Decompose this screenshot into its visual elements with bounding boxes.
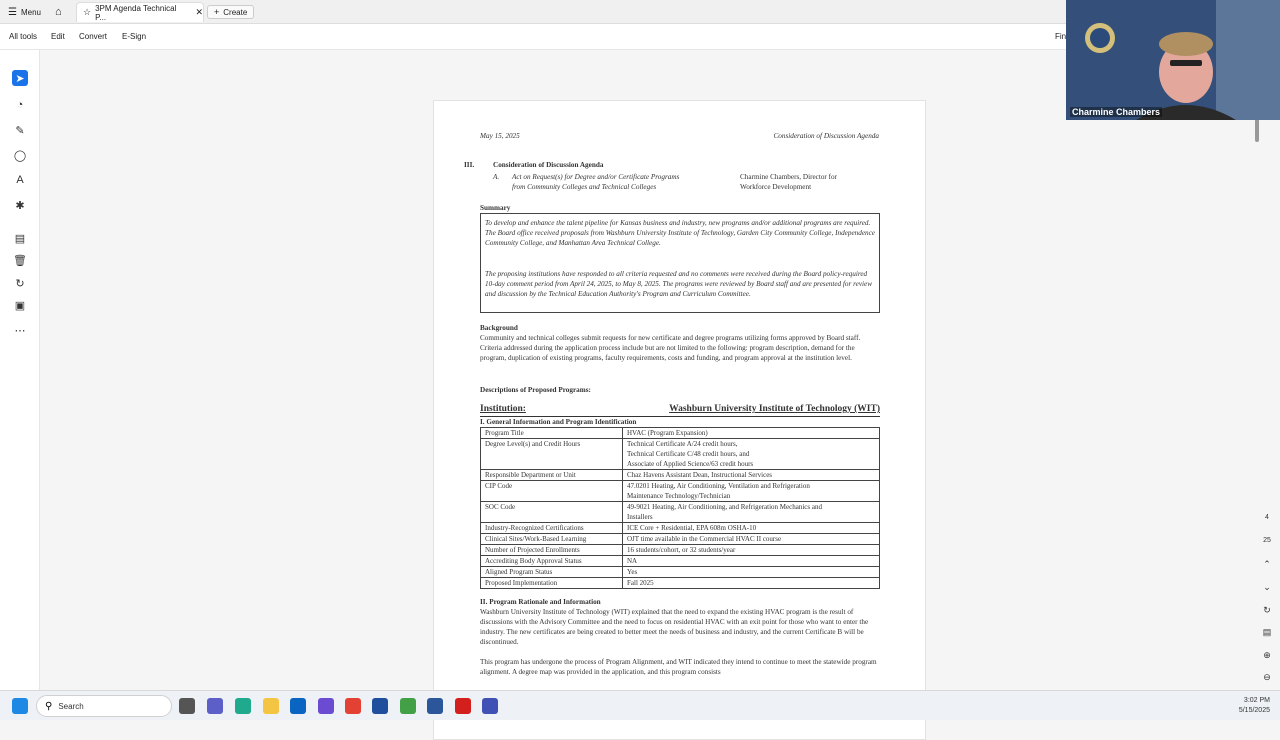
table-row — [481, 556, 880, 567]
table-row-value: HVAC (Program Expansion) — [623, 428, 880, 439]
zoom-icon[interactable] — [482, 698, 498, 714]
page-total: 25 — [1263, 536, 1271, 544]
table-row — [481, 428, 880, 439]
right-nav-bar — [1254, 50, 1280, 690]
summary-box — [480, 213, 880, 313]
create-button[interactable]: + Create — [207, 5, 254, 19]
participant-video — [1066, 0, 1280, 120]
table-row-value: Yes — [623, 567, 880, 578]
table-row — [481, 502, 880, 523]
text-box-icon[interactable]: A — [16, 174, 24, 186]
toolbar-convert[interactable]: Convert — [79, 32, 108, 41]
program-info-table — [480, 427, 880, 589]
task-view-icon[interactable] — [179, 698, 195, 714]
zoom-in-icon[interactable]: ⊕ — [1263, 649, 1271, 660]
export-icon[interactable]: ▣ — [14, 299, 26, 312]
page-current[interactable]: 4 — [1265, 513, 1269, 521]
table-row-value: Fall 2025 — [623, 578, 880, 589]
institution-name: Washburn University Institute of Technology (WIT) — [669, 404, 880, 414]
rationale-text: Washburn University Institute of Technology (WIT) explained that the need to expand the existing HVAC program is the result of discussions with the Advisory Committee and the need to focus on residential HVAC with an exit point for those who want to enter the industry. The new certificates are being created to better meet the needs of business and industry, and the current Certificate B will be discontinued. — [480, 608, 869, 646]
table-row — [481, 439, 880, 470]
table-row-label: SOC Code — [481, 502, 623, 523]
app-icon-green[interactable] — [400, 698, 416, 714]
summary-paragraph-1: To develop and enhance the talent pipeline for Kansas business and industry, new programs and/or additional programs are required. The Board office received proposals from Washburn University Institute of Technology, Garden City Community College, Independence Community College, and Manhattan Area Technical College. — [485, 219, 875, 248]
chevron-up-icon[interactable]: ⌃ — [1263, 558, 1271, 569]
table-row-label: Number of Projected Enrollments — [481, 545, 623, 556]
table-row-label: CIP Code — [481, 481, 623, 502]
table-row-label: Degree Level(s) and Credit Hours — [481, 439, 623, 470]
table-row-label: Industry-Recognized Certifications — [481, 523, 623, 534]
item-letter: A. — [493, 173, 500, 181]
alignment-text: This program has undergone the process of Program Alignment, and WIT indicated they intend to continue to meet the statewide program alignment. A degree map was provided in the application, and this program consists — [480, 658, 877, 676]
taskbar — [0, 690, 1280, 720]
summary-heading: Summary — [480, 204, 511, 212]
header-date: May 15, 2025 — [480, 132, 520, 140]
teams-meeting-icon[interactable] — [318, 698, 334, 714]
zoom-out-icon[interactable]: ⊖ — [1263, 671, 1271, 682]
background-text: Community and technical colleges submit requests for new certificate and degree programs utilizing forms approved by Board staff. Criteria addressed during the application process include but are not limited to the following: program description, demand for the program, duplication of existing programs, faculty requirements, costs and funding, and program approval at the institution level. — [480, 334, 861, 362]
table-row-value: Technical Certificate A/24 credit hours, Technical Certificate C/48 credit hours, and Associate of Applied Science/63 credit hours — [623, 439, 880, 470]
table-row-label: Clinical Sites/Work-Based Learning — [481, 534, 623, 545]
plus-icon: + — [214, 7, 220, 17]
delete-icon[interactable]: 🗑 — [13, 254, 27, 267]
select-tool-icon[interactable]: ➤ — [12, 70, 28, 86]
toolbar-edit[interactable]: Edit — [51, 32, 65, 41]
chevron-down-icon[interactable]: ⌄ — [1263, 581, 1271, 592]
presenter-line-1: Charmine Chambers, Director for — [740, 173, 837, 181]
rotate-icon[interactable]: ↻ — [15, 277, 25, 290]
clock[interactable] — [1239, 696, 1270, 716]
table-row-value: ICE Core + Residential, EPA 608m OSHA-10 — [623, 523, 880, 534]
descriptions-heading: Descriptions of Proposed Programs: — [480, 386, 591, 394]
table-heading: I. General Information and Program Identification — [480, 418, 637, 426]
file-explorer-icon[interactable] — [263, 698, 279, 714]
outlook-icon[interactable] — [290, 698, 306, 714]
table-row-value: NA — [623, 556, 880, 567]
refresh-icon[interactable]: ↻ — [1263, 604, 1271, 615]
lasso-icon[interactable]: ◯ — [13, 149, 27, 162]
table-row — [481, 545, 880, 556]
section-number: III. — [464, 161, 475, 169]
background-heading: Background — [480, 324, 518, 332]
menu-button[interactable]: ☰ Menu — [8, 6, 41, 18]
find-label[interactable]: Fin — [1055, 32, 1067, 41]
star-icon: ☆ — [83, 7, 92, 17]
table-row-label: Program Title — [481, 428, 623, 439]
taskbar-search[interactable] — [36, 695, 172, 717]
table-row — [481, 470, 880, 481]
table-row — [481, 481, 880, 502]
rationale-heading: II. Program Rationale and Information — [480, 598, 601, 606]
app-icon-blue[interactable] — [372, 698, 388, 714]
table-row-label: Proposed Implementation — [481, 578, 623, 589]
left-tool-rail — [0, 50, 40, 690]
close-tab-icon[interactable]: ✕ — [195, 7, 203, 17]
comment-icon[interactable]: ◔ — [16, 99, 24, 111]
toolbar-all-tools[interactable]: All tools — [9, 32, 38, 41]
institution-label: Institution: — [480, 404, 526, 414]
toolbar-esign[interactable]: E-Sign — [122, 32, 147, 41]
home-icon: ⌂ — [55, 6, 62, 18]
table-row-label: Accrediting Body Approval Status — [481, 556, 623, 567]
header-section: Consideration of Discussion Agenda — [773, 132, 879, 140]
edge-icon[interactable] — [235, 698, 251, 714]
participant-name: Charmine Chambers — [1072, 107, 1161, 117]
table-row — [481, 534, 880, 545]
pen-icon[interactable]: ✎ — [15, 124, 25, 137]
search-placeholder: Search — [58, 701, 84, 711]
teams-icon[interactable] — [207, 698, 223, 714]
search-icon: ⚲ — [45, 700, 53, 712]
presenter-line-2: Workforce Development — [740, 183, 812, 191]
chrome-icon[interactable] — [345, 698, 361, 714]
table-row-value: 16 students/cohort, or 32 students/year — [623, 545, 880, 556]
hamburger-icon: ☰ — [8, 6, 17, 18]
pdf-page — [433, 100, 926, 740]
stamp-icon[interactable]: ✱ — [15, 199, 25, 212]
organize-pages-icon[interactable]: ▤ — [14, 232, 26, 245]
table-row-value: 47.0201 Heating, Air Conditioning, Ventilation and Refrigeration Maintenance Technology/Technician — [623, 481, 880, 502]
clock-time: 3:02 PM — [1243, 697, 1270, 704]
acrobat-icon[interactable] — [455, 698, 471, 714]
summary-paragraph-2: The proposing institutions have responded to all criteria requested and no comments were received during the Board policy-required 10-day comment period from April 24, 2025, to May 8, 2025. The programs were reviewed by Board staff and are presented for review and discussion by the Technical Education Authority's Program and Curriculum Committee. — [485, 270, 873, 299]
table-row-value: OJT time available in the Commercial HVAC II course — [623, 534, 880, 545]
table-row — [481, 578, 880, 589]
scrollbar-thumb[interactable] — [1255, 118, 1259, 142]
table-row-value: Chaz Havens Assistant Dean, Instructional Services — [623, 470, 880, 481]
video-call-tile — [1066, 0, 1280, 120]
tab-document[interactable]: ☆ 3PM Agenda Technical P... ✕ — [76, 2, 204, 22]
home-button[interactable] — [55, 4, 62, 20]
table-row-label: Responsible Department or Unit — [481, 470, 623, 481]
document-canvas — [40, 50, 1254, 690]
item-line-1: Act on Request(s) for Degree and/or Certificate Programs — [512, 173, 680, 181]
table-row-label: Aligned Program Status — [481, 567, 623, 578]
more-tools-icon[interactable]: ⋯ — [14, 324, 26, 337]
clock-date: 5/15/2025 — [1238, 707, 1270, 714]
table-row-value: 49-9021 Heating, Air Conditioning, and Refrigeration Mechanics and Installers — [623, 502, 880, 523]
table-row — [481, 567, 880, 578]
institution-line — [480, 404, 880, 417]
table-row — [481, 523, 880, 534]
section-title: Consideration of Discussion Agenda — [493, 161, 604, 169]
item-line-2: from Community Colleges and Technical Colleges — [512, 183, 657, 191]
word-icon[interactable] — [427, 698, 443, 714]
page-view-icon[interactable]: ▤ — [1262, 626, 1272, 637]
windows-start-icon[interactable] — [12, 698, 28, 714]
